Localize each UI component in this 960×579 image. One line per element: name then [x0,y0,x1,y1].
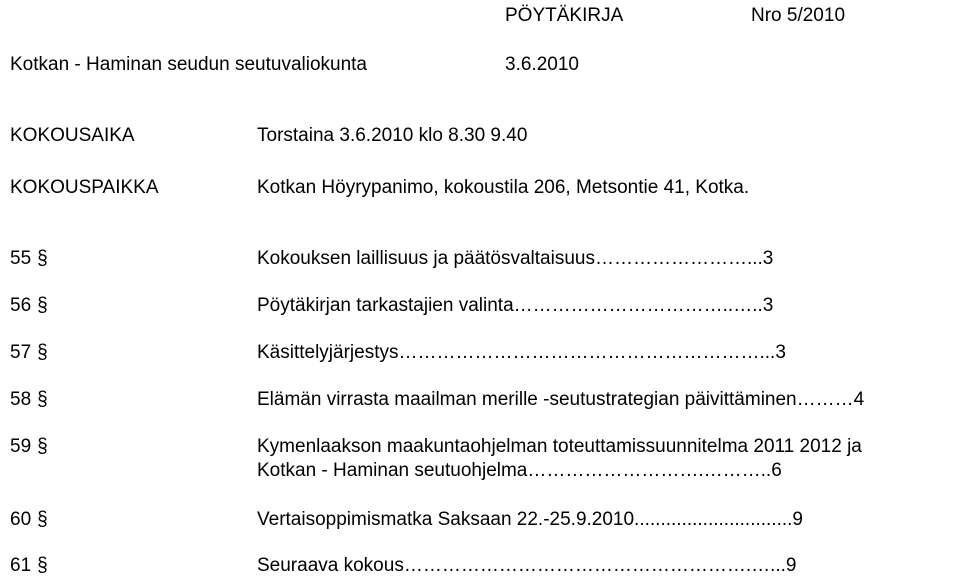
toc-number: 60 [10,509,32,530]
organization-name: Kotkan - Haminan seudun seutuvaliokunta [10,54,368,75]
section-sign: § [37,388,48,411]
toc-number: 61 [10,555,32,576]
toc-item-title: Pöytäkirjan tarkastajien valinta……………………………..…..3 [257,295,774,316]
toc-item-title: Vertaisoppimismatka Saksaan 22.-25.9.2010..............................9 [257,509,803,530]
toc-number: 55 [10,248,32,269]
toc-item-number [10,556,48,575]
toc-item-number [10,249,48,268]
section-sign: § [37,508,48,531]
section-sign: § [37,294,48,317]
toc-number: 58 [10,389,32,410]
toc-item-number [10,343,48,362]
toc-item-title: Käsittelyjärjestys…………………………………………………...3 [257,342,786,363]
toc-item-number [10,390,48,409]
document-number: Nro 5/2010 [751,5,846,26]
section-sign: § [37,435,48,458]
section-sign: § [37,247,48,270]
toc-item-number [10,296,48,315]
toc-item-number [10,510,48,529]
meeting-time-label: KOKOUSAIKA [10,125,135,146]
toc-number: 59 [10,436,32,457]
toc-item-title: Kymenlaakson maakuntaohjelman toteuttamissuunnitelma 2011 2012 ja [257,436,862,457]
toc-item-title-continued: Kotkan - Haminan seutuohjelma……………………….………..6 [257,460,782,481]
section-sign: § [37,554,48,577]
toc-number: 57 [10,342,32,363]
toc-item-title: Seuraava kokous……………………………………………….…...9 [257,555,797,576]
meeting-time-value: Torstaina 3.6.2010 klo 8.30 9.40 [257,125,528,146]
toc-number: 56 [10,295,32,316]
document-type: PÖYTÄKIRJA [505,5,624,26]
toc-item-title: Kokouksen laillisuus ja päätösvaltaisuus……………………...3 [257,248,774,269]
section-sign: § [37,341,48,364]
toc-item-title: Elämän virrasta maailman merille -seutustrategian päivittäminen………4 [257,389,865,410]
toc-item-number [10,437,48,456]
meeting-place-value: Kotkan Höyrypanimo, kokoustila 206, Metsontie 41, Kotka. [257,177,750,198]
document-date: 3.6.2010 [505,54,579,75]
meeting-place-label: KOKOUSPAIKKA [10,177,159,198]
